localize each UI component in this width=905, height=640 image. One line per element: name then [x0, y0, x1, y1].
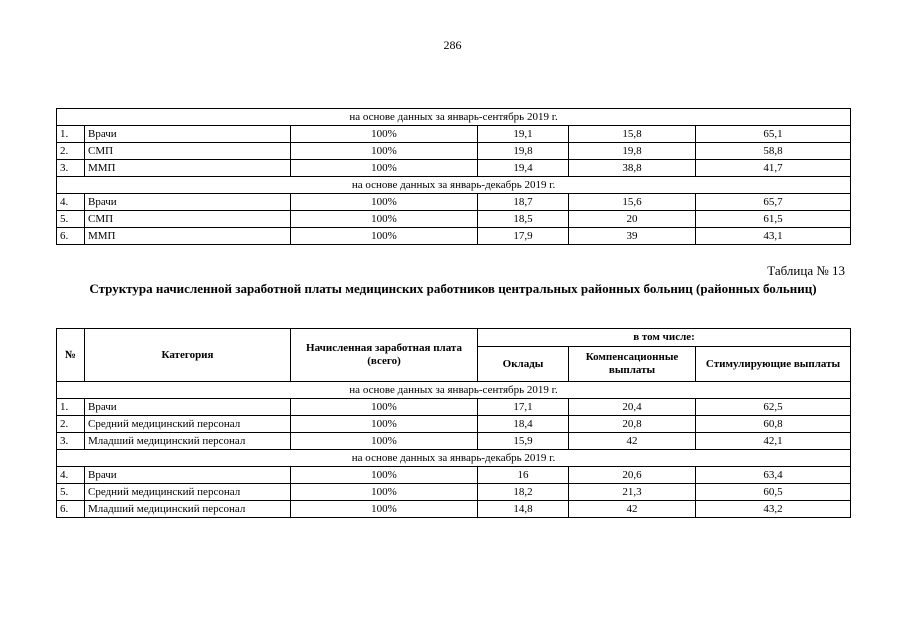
incentive-cell: 62,5	[696, 399, 851, 416]
salaries-cell: 18,2	[478, 484, 569, 501]
row-number-cell: 6.	[57, 228, 85, 245]
row-number-cell: 2.	[57, 416, 85, 433]
table-row	[57, 194, 851, 211]
row-number-cell: 5.	[57, 484, 85, 501]
incentive-cell: 43,1	[696, 228, 851, 245]
table-row	[57, 467, 851, 484]
row-number-cell: 6.	[57, 501, 85, 518]
header-compensation: Компенсационные выплаты	[569, 347, 696, 382]
salaries-cell: 19,4	[478, 160, 569, 177]
salaries-cell: 18,4	[478, 416, 569, 433]
header-salaries: Оклады	[478, 347, 569, 382]
incentive-cell: 61,5	[696, 211, 851, 228]
salary-structure-table	[56, 328, 851, 518]
table-continuation	[56, 108, 851, 245]
total-cell: 100%	[291, 484, 478, 501]
header-category: Категория	[85, 329, 291, 382]
category-cell: Средний медицинский персонал	[85, 416, 291, 433]
category-cell: ММП	[85, 228, 291, 245]
section-header-row	[57, 109, 851, 126]
category-cell: Средний медицинский персонал	[85, 484, 291, 501]
compensation-cell: 19,8	[569, 143, 696, 160]
section-header-row	[57, 382, 851, 399]
compensation-cell: 39	[569, 228, 696, 245]
total-cell: 100%	[291, 143, 478, 160]
row-number-cell: 1.	[57, 399, 85, 416]
compensation-cell: 15,8	[569, 126, 696, 143]
salaries-cell: 18,7	[478, 194, 569, 211]
compensation-cell: 42	[569, 433, 696, 450]
total-cell: 100%	[291, 228, 478, 245]
category-cell: Врачи	[85, 467, 291, 484]
table-row	[57, 160, 851, 177]
page-number: 286	[443, 38, 462, 52]
total-cell: 100%	[291, 126, 478, 143]
category-cell: Врачи	[85, 194, 291, 211]
compensation-cell: 20,6	[569, 467, 696, 484]
incentive-cell: 65,1	[696, 126, 851, 143]
table-row	[57, 416, 851, 433]
table-row	[57, 126, 851, 143]
total-cell: 100%	[291, 211, 478, 228]
salaries-cell: 16	[478, 467, 569, 484]
compensation-cell: 38,8	[569, 160, 696, 177]
table-label: Таблица № 13	[767, 263, 845, 278]
table-title: Структура начисленной заработной платы медицинских работников центральных районных больниц (районных больниц)	[89, 281, 817, 296]
salaries-cell: 14,8	[478, 501, 569, 518]
total-cell: 100%	[291, 501, 478, 518]
row-number-cell: 4.	[57, 194, 85, 211]
category-cell: СМП	[85, 143, 291, 160]
table-continuation-body	[57, 109, 851, 245]
table-row	[57, 501, 851, 518]
category-cell: ММП	[85, 160, 291, 177]
row-number-cell: 3.	[57, 160, 85, 177]
compensation-cell: 20	[569, 211, 696, 228]
row-number-cell: 3.	[57, 433, 85, 450]
salaries-cell: 17,1	[478, 399, 569, 416]
table-header	[57, 329, 851, 382]
compensation-cell: 20,4	[569, 399, 696, 416]
category-cell: СМП	[85, 211, 291, 228]
salaries-cell: 17,9	[478, 228, 569, 245]
total-cell: 100%	[291, 467, 478, 484]
row-number-cell: 5.	[57, 211, 85, 228]
table-row	[57, 211, 851, 228]
total-cell: 100%	[291, 160, 478, 177]
section-header-row	[57, 177, 851, 194]
section-header: на основе данных за январь-декабрь 2019 г.	[57, 177, 851, 194]
row-number-cell: 1.	[57, 126, 85, 143]
category-cell: Младший медицинский персонал	[85, 433, 291, 450]
header-incentive: Стимулирующие выплаты	[696, 347, 851, 382]
header-total: Начисленная заработная плата (всего)	[291, 329, 478, 382]
total-cell: 100%	[291, 433, 478, 450]
incentive-cell: 58,8	[696, 143, 851, 160]
section-header: на основе данных за январь-сентябрь 2019 г.	[57, 109, 851, 126]
total-cell: 100%	[291, 399, 478, 416]
incentive-cell: 60,5	[696, 484, 851, 501]
incentive-cell: 60,8	[696, 416, 851, 433]
salaries-cell: 19,1	[478, 126, 569, 143]
section-header-row	[57, 450, 851, 467]
compensation-cell: 42	[569, 501, 696, 518]
compensation-cell: 20,8	[569, 416, 696, 433]
incentive-cell: 63,4	[696, 467, 851, 484]
table-row	[57, 143, 851, 160]
section-header: на основе данных за январь-сентябрь 2019 г.	[57, 382, 851, 399]
table-row	[57, 228, 851, 245]
total-cell: 100%	[291, 416, 478, 433]
header-num: №	[57, 329, 85, 382]
table-row	[57, 484, 851, 501]
table-row	[57, 433, 851, 450]
category-cell: Врачи	[85, 126, 291, 143]
category-cell: Младший медицинский персонал	[85, 501, 291, 518]
section-header: на основе данных за январь-декабрь 2019 г.	[57, 450, 851, 467]
total-cell: 100%	[291, 194, 478, 211]
incentive-cell: 65,7	[696, 194, 851, 211]
category-cell: Врачи	[85, 399, 291, 416]
salaries-cell: 19,8	[478, 143, 569, 160]
compensation-cell: 21,3	[569, 484, 696, 501]
row-number-cell: 2.	[57, 143, 85, 160]
compensation-cell: 15,6	[569, 194, 696, 211]
table-body	[57, 382, 851, 518]
row-number-cell: 4.	[57, 467, 85, 484]
table-row	[57, 399, 851, 416]
incentive-cell: 42,1	[696, 433, 851, 450]
salaries-cell: 18,5	[478, 211, 569, 228]
salaries-cell: 15,9	[478, 433, 569, 450]
incentive-cell: 41,7	[696, 160, 851, 177]
incentive-cell: 43,2	[696, 501, 851, 518]
header-including: в том числе:	[478, 329, 851, 347]
